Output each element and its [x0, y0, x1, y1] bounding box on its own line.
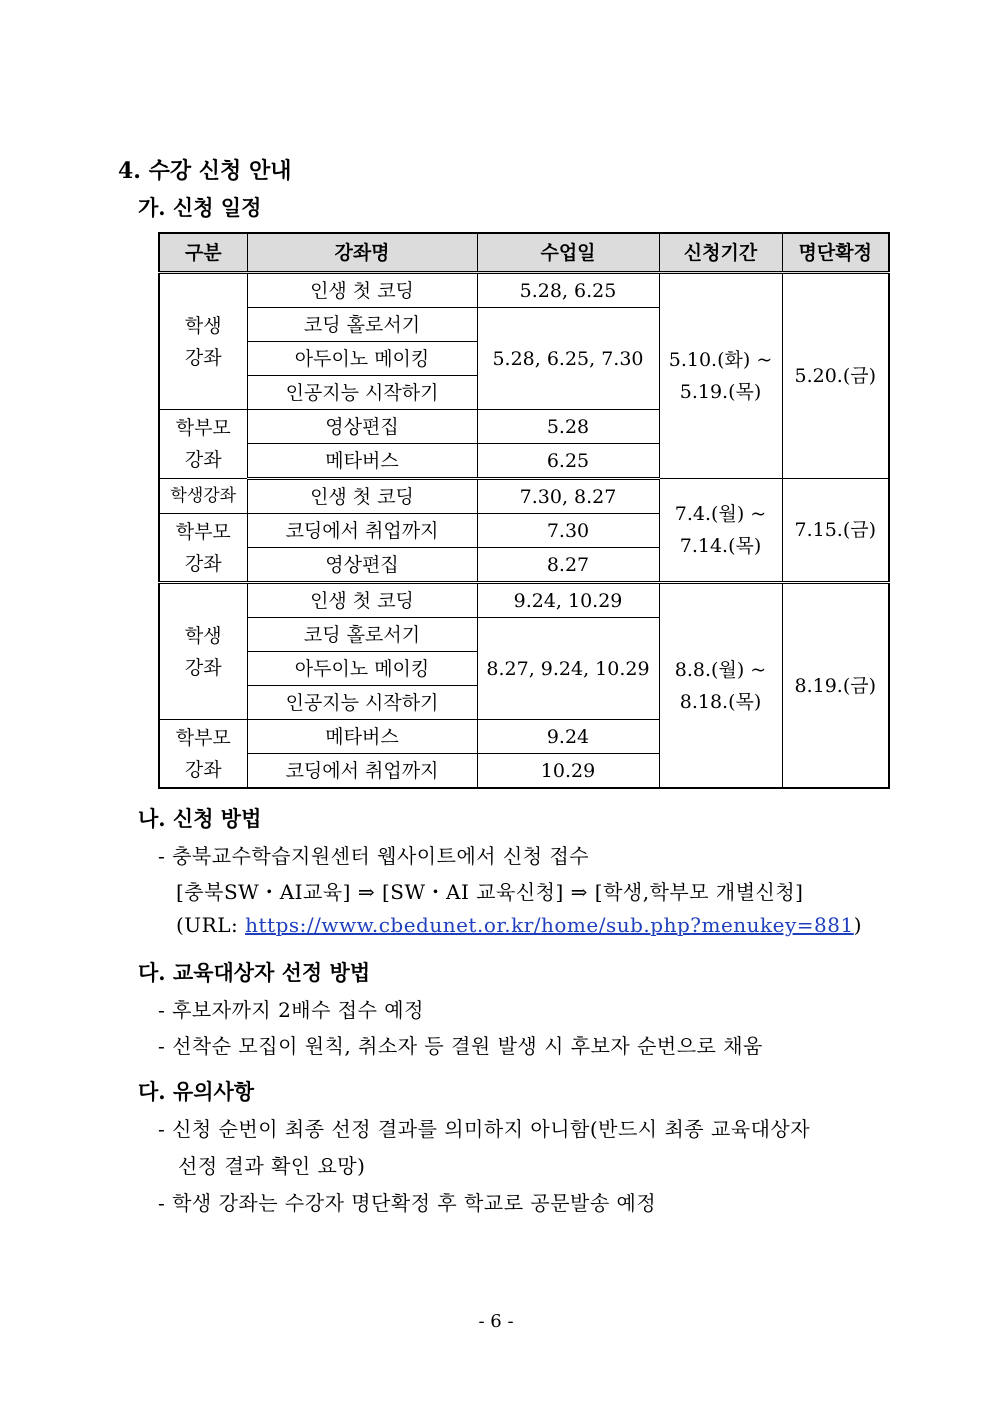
url-suffix: )	[853, 913, 863, 937]
date-cell: 8.27	[477, 548, 659, 583]
table-row	[159, 583, 889, 618]
date-cell: 7.30, 8.27	[477, 479, 659, 514]
category-cell: 학생 강좌	[159, 273, 247, 410]
course-cell: 코딩에서 취업까지	[247, 754, 477, 789]
method-line-2: [충북SW・AI교육] ⇒ [SW・AI 교육신청] ⇒ [학생,학부모 개별신청]	[176, 880, 804, 904]
course-cell: 인공지능 시작하기	[247, 376, 477, 410]
category-cell: 학부모 강좌	[159, 514, 247, 583]
course-cell: 인생 첫 코딩	[247, 583, 477, 618]
date-cell: 9.24, 10.29	[477, 583, 659, 618]
period-cell: 7.4.(월) ~ 7.14.(목)	[659, 479, 782, 583]
header-confirm: 명단확정	[782, 233, 889, 273]
method-heading: 나. 신청 방법	[138, 806, 262, 831]
date-cell: 5.28	[477, 410, 659, 444]
course-cell: 코딩 홀로서기	[247, 618, 477, 652]
url-prefix: (URL:	[176, 913, 239, 937]
header-class-date: 수업일	[477, 233, 659, 273]
date-cell: 9.24	[477, 720, 659, 754]
header-course: 강좌명	[247, 233, 477, 273]
table-row	[159, 273, 889, 308]
course-cell: 아두이노 메이킹	[247, 652, 477, 686]
date-cell: 6.25	[477, 444, 659, 479]
schedule-table	[158, 232, 890, 789]
notes-heading: 다. 유의사항	[138, 1079, 255, 1104]
course-cell: 인공지능 시작하기	[247, 686, 477, 720]
date-cell: 8.27, 9.24, 10.29	[477, 618, 659, 720]
section-title: 4. 수강 신청 안내	[118, 158, 292, 184]
selection-line-2: - 선착순 모집이 원칙, 취소자 등 결원 발생 시 후보자 순번으로 채움	[158, 1034, 763, 1058]
table-row	[159, 479, 889, 514]
confirm-cell: 5.20.(금)	[782, 273, 889, 479]
notes-line-1: - 신청 순번이 최종 선정 결과를 의미하지 아니함(반드시 최종 교육대상자	[158, 1117, 811, 1141]
course-cell: 코딩에서 취업까지	[247, 514, 477, 548]
method-line-1: - 충북교수학습지원센터 웹사이트에서 신청 접수	[158, 844, 590, 868]
course-cell: 메타버스	[247, 444, 477, 479]
notes-line-3: - 학생 강좌는 수강자 명단확정 후 학교로 공문발송 예정	[158, 1191, 657, 1215]
category-cell: 학생 강좌	[159, 583, 247, 720]
confirm-cell: 7.15.(금)	[782, 479, 889, 583]
course-cell: 메타버스	[247, 720, 477, 754]
date-cell: 10.29	[477, 754, 659, 789]
notes-line-2: 선정 결과 확인 요망)	[178, 1154, 366, 1178]
course-cell: 인생 첫 코딩	[247, 273, 477, 308]
period-cell: 5.10.(화) ~ 5.19.(목)	[659, 273, 782, 479]
url-line	[176, 913, 862, 937]
confirm-cell: 8.19.(금)	[782, 583, 889, 789]
date-cell: 5.28, 6.25, 7.30	[477, 308, 659, 410]
schedule-heading: 가. 신청 일정	[138, 195, 262, 220]
category-cell: 학부모 강좌	[159, 720, 247, 789]
category-cell: 학부모 강좌	[159, 410, 247, 479]
course-cell: 영상편집	[247, 410, 477, 444]
date-cell: 7.30	[477, 514, 659, 548]
course-cell: 코딩 홀로서기	[247, 308, 477, 342]
page-number: - 6 -	[478, 1311, 514, 1332]
period-cell: 8.8.(월) ~ 8.18.(목)	[659, 583, 782, 789]
course-cell: 영상편집	[247, 548, 477, 583]
header-category: 구분	[159, 233, 247, 273]
course-cell: 인생 첫 코딩	[247, 479, 477, 514]
registration-url-link[interactable]: https://www.cbedunet.or.kr/home/sub.php?menukey=881	[245, 913, 854, 937]
selection-line-1: - 후보자까지 2배수 접수 예정	[158, 998, 424, 1022]
selection-heading: 다. 교육대상자 선정 방법	[138, 960, 371, 985]
date-cell: 5.28, 6.25	[477, 273, 659, 308]
category-cell: 학생강좌	[159, 479, 247, 514]
course-cell: 아두이노 메이킹	[247, 342, 477, 376]
header-apply-period: 신청기간	[659, 233, 782, 273]
table-header-row	[159, 233, 889, 273]
